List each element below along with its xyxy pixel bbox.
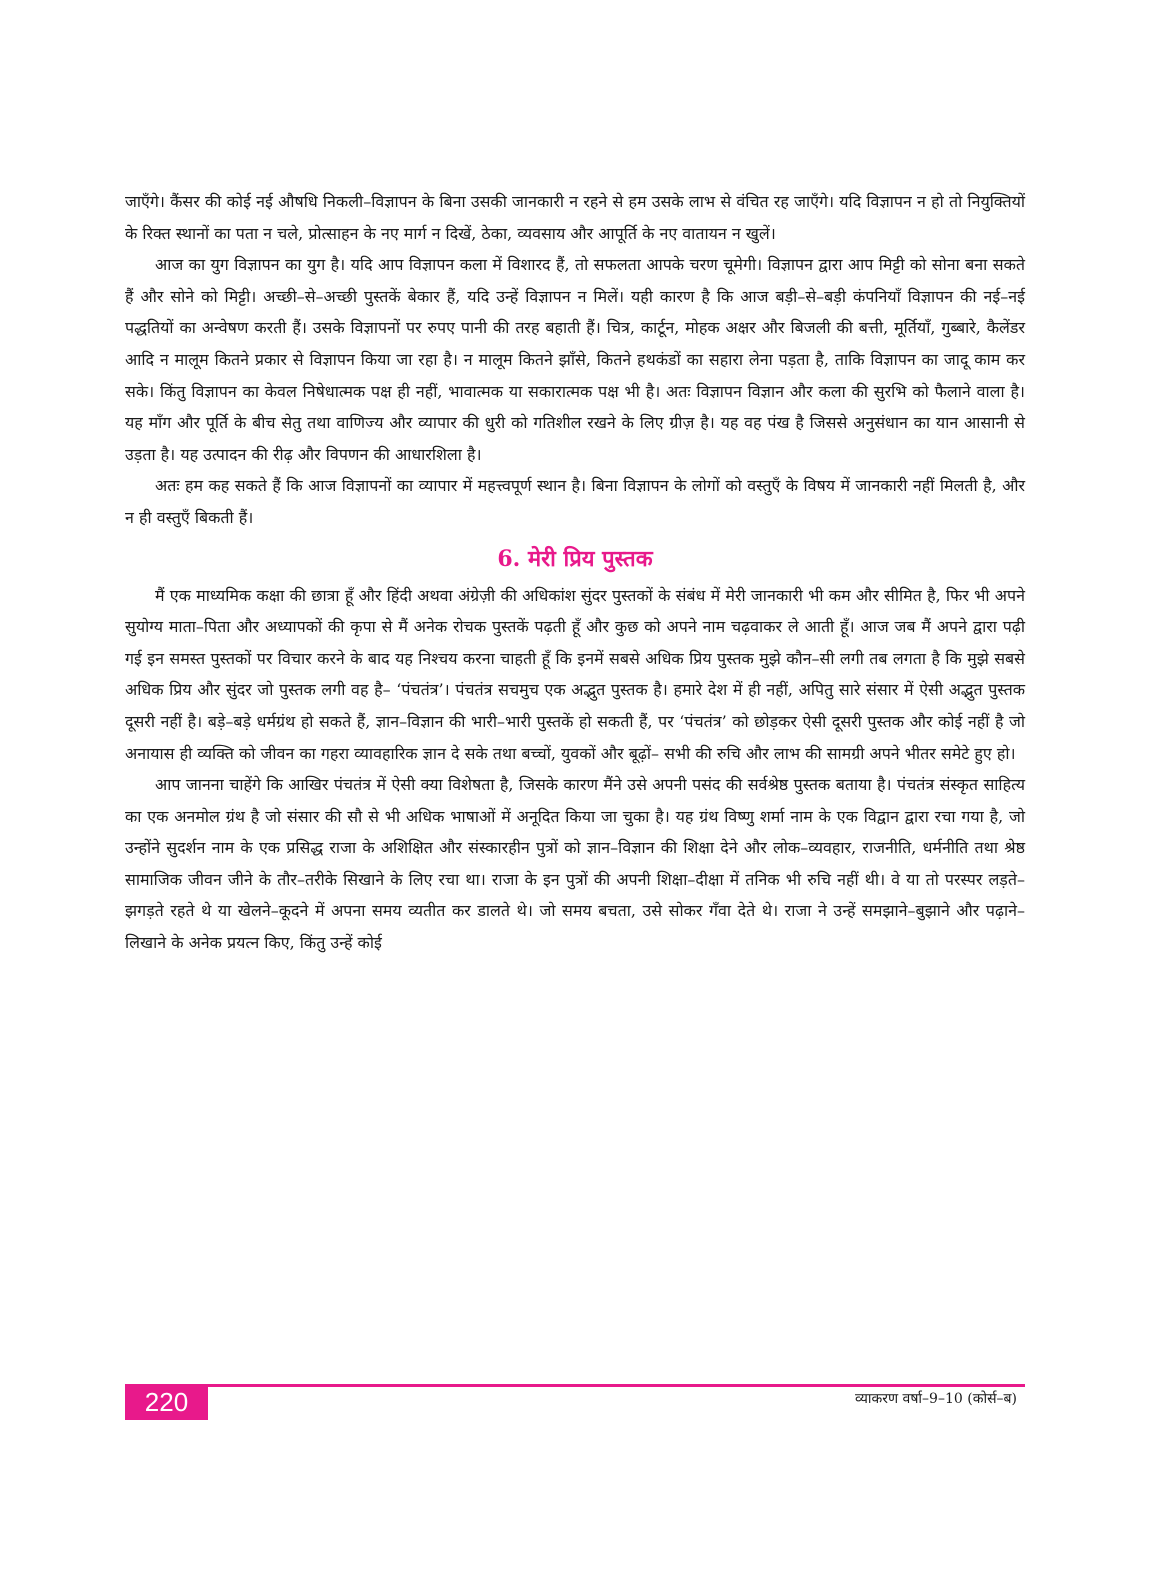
page-content — [125, 186, 1025, 959]
intro-paragraph: जाएँगे। कैंसर की कोई नई औषधि निकली–विज्ञापन के बिना उसकी जानकारी न रहने से हम उसके लाभ से वंचित रह जाएँगे। यदि विज्ञापन न हो तो नियुक्तियों के रिक्त स्थानों का पता न चले, प्रोत्साहन के नए मार्ग न दिखें, ठेका, व्यवसाय और आपूर्ति के नए वातायन न खुलें। — [125, 192, 1025, 243]
book-title: व्याकरण वर्षा–9–10 (कोर्स–ब) — [854, 1391, 1017, 1407]
section-heading: 6. मेरी प्रिय पुस्तक — [497, 545, 653, 572]
panchatantra-paragraph: आप जानना चाहेंगे कि आखिर पंचतंत्र में ऐसी क्या विशेषता है, जिसके कारण मैंने उसे अपनी पसंद की सर्वश्रेष्ठ पुस्तक बताया है। पंचतंत्र संस्कृत साहित्य का एक अनमोल ग्रंथ है जो संसार की सौ से भी अधिक भाषाओं में अनूदित किया जा चुका है। यह ग्रंथ विष्णु शर्मा नाम के एक विद्वान द्वारा रचा गया है, जो उन्होंने सुदर्शन नाम के एक प्रसिद्ध राजा के अशिक्षित और संस्कारहीन पुत्रों को ज्ञान–विज्ञान की शिक्षा देने और लोक–व्यवहार, राजनीति, धर्मनीति तथा श्रेष्ठ सामाजिक जीवन जीने के तौर–तरीके सिखाने के लिए रचा था। राजा के इन पुत्रों की अपनी शिक्षा–दीक्षा में तनिक भी रुचि नहीं थी। वे या तो परस्पर लड़ते–झगड़ते रहते थे या खेलने–कूदने में अपना समय व्यतीत कर डालते थे। जो समय बचता, उसे सोकर गँवा देते थे। राजा ने उन्हें समझाने–बुझाने और पढ़ाने–लिखाने के अनेक प्रयत्न किए, किंतु उन्हें कोई — [125, 775, 1025, 953]
favorite-book-paragraph: मैं एक माध्यमिक कक्षा की छात्रा हूँ और हिंदी अथवा अंग्रेज़ी की अधिकांश सुंदर पुस्तकों के संबंध में मेरी जानकारी भी कम और सीमित है, फिर भी अपने सुयोग्य माता–पिता और अध्यापकों की कृपा से मैं अनेक रोचक पुस्तकें पढ़ती हूँ और कुछ को अपने नाम चढ़वाकर ले आती हूँ। आज जब मैं अपने द्वारा पढ़ी गई इन समस्त पुस्तकों पर विचार करने के बाद यह निश्चय करना चाहती हूँ कि इनमें सबसे अधिक प्रिय पुस्तक मुझे कौन–सी लगी तब लगता है कि मुझे सबसे अधिक प्रिय और सुंदर जो पुस्तक लगी वह है– ‘पंचतंत्र’। पंचतंत्र सचमुच एक अद्भुत पुस्तक है। हमारे देश में ही नहीं, अपितु सारे संसार में ऐसी अद्भुत पुस्तक दूसरी नहीं है। बड़े–बड़े धर्मग्रंथ हो सकते हैं, ज्ञान–विज्ञान की भारी–भारी पुस्तकें हो सकती हैं, पर ‘पंचतंत्र’ को छोड़कर ऐसी दूसरी पुस्तक और कोई नहीं है जो अनायास ही व्यक्ति को जीवन का गहरा व्यावहारिक ज्ञान दे सके तथा बच्चों, युवकों और बूढ़ों– सभी की रुचि और लाभ की सामग्री अपने भीतर समेटे हुए हो। — [125, 585, 1025, 763]
advertising-conclusion-paragraph: अतः हम कह सकते हैं कि आज विज्ञापनों का व्यापार में महत्त्वपूर्ण स्थान है। बिना विज्ञापन के लोगों को वस्तुएँ के विषय में जानकारी नहीं मिलती है, और न ही वस्तुएँ बिकती हैं। — [125, 476, 1025, 527]
advertising-era-paragraph: आज का युग विज्ञापन का युग है। यदि आप विज्ञापन कला में विशारद हैं, तो सफलता आपके चरण चूमेगी। विज्ञापन द्वारा आप मिट्टी को सोना बना सकते हैं और सोने को मिट्टी। अच्छी–से–अच्छी पुस्तकें बेकार हैं, यदि उन्हें विज्ञापन न मिलें। यही कारण है कि आज बड़ी–से–बड़ी कंपनियाँ विज्ञापन की नई–नई पद्धतियों का अन्वेषण करती हैं। उसके विज्ञापनों पर रुपए पानी की तरह बहाती हैं। चित्र, कार्टून, मोहक अक्षर और बिजली की बत्ती, मूर्तियाँ, गुब्बारे, कैलेंडर आदि न मालूम कितने प्रकार से विज्ञापन किया जा रहा है। न मालूम कितने झाँसे, कितने हथकंडों का सहारा लेना पड़ता है, ताकि विज्ञापन का जादू काम कर सके। किंतु विज्ञापन का केवल निषेधात्मक पक्ष ही नहीं, भावात्मक या सकारात्मक पक्ष भी है। अतः विज्ञापन विज्ञान और कला की सुरभि को फैलाने वाला है। यह माँग और पूर्ति के बीच सेतु तथा वाणिज्य और व्यापार की धुरी को गतिशील रखने के लिए ग्रीज़ है। यह वह पंख है जिससे अनुसंधान का यान आसानी से उड़ता है। यह उत्पादन की रीढ़ और विपणन की आधारशिला है। — [125, 255, 1025, 464]
page-number: 220 — [125, 1384, 208, 1420]
footer-divider — [125, 1384, 1025, 1387]
